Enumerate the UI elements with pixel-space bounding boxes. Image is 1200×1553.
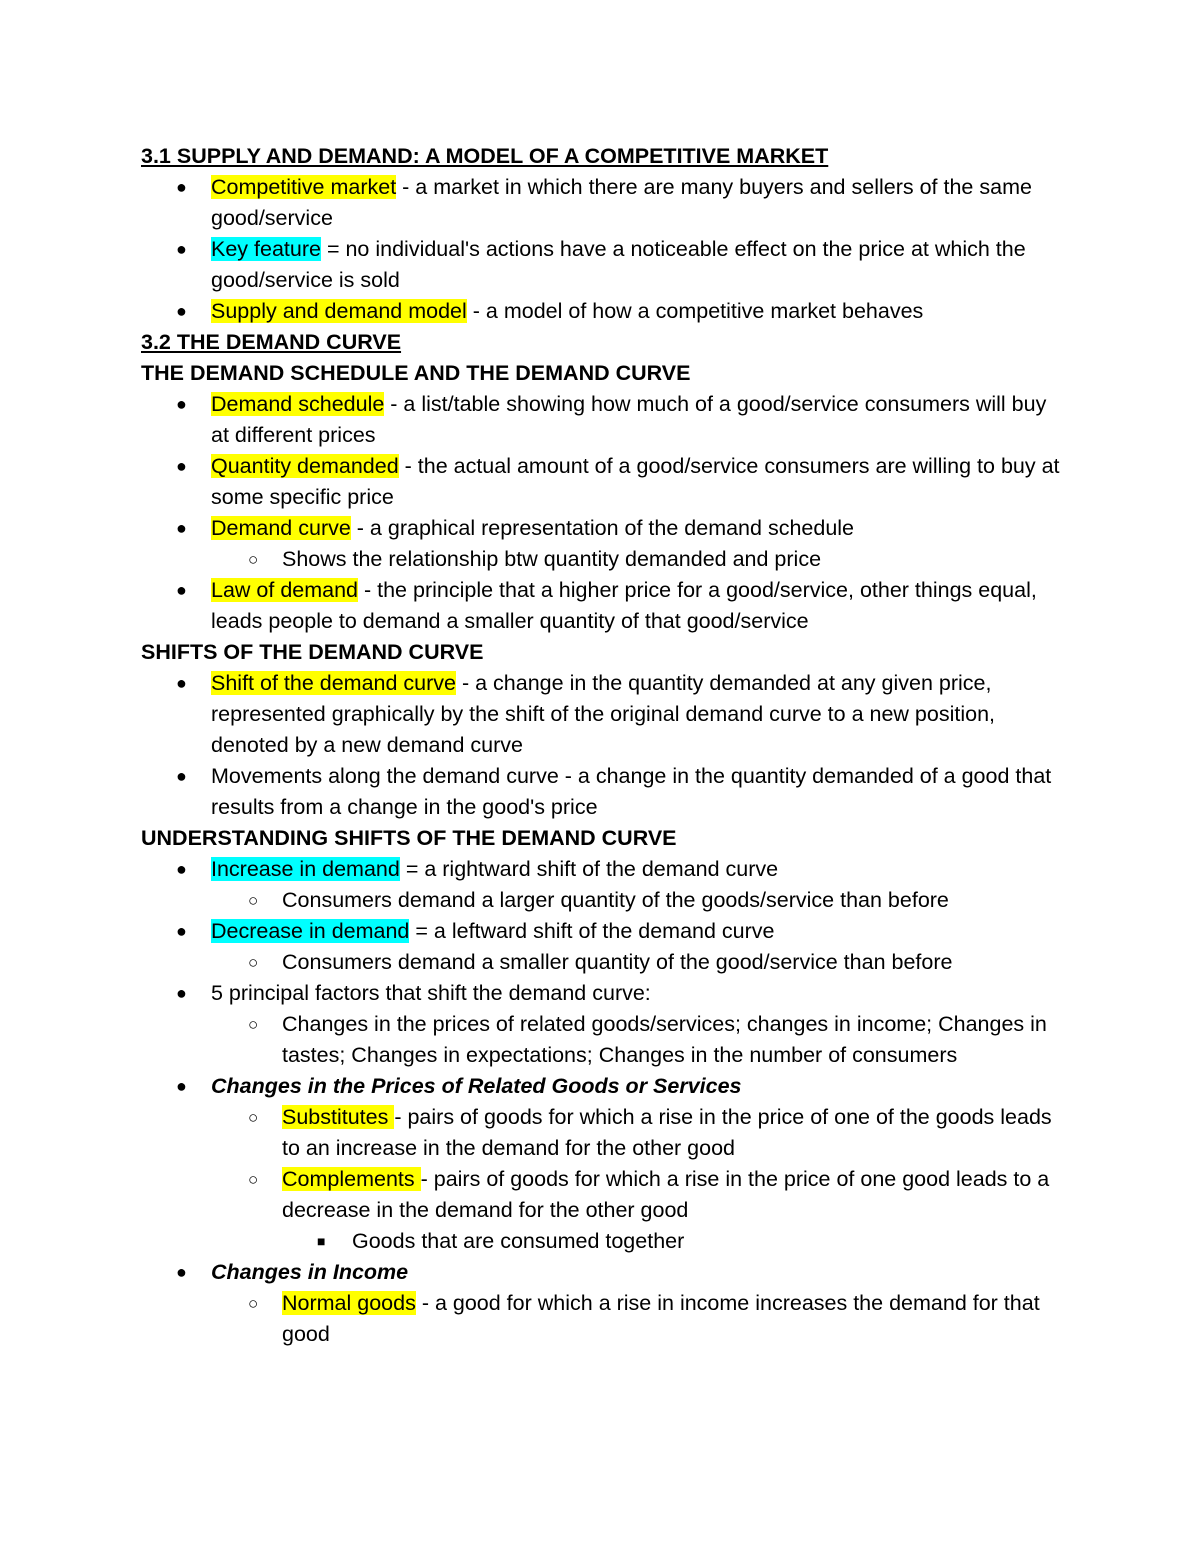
list-item-demand-schedule — [141, 389, 1061, 451]
related-goods-heading: Changes in the Prices of Related Goods or Services — [211, 1074, 742, 1098]
income-heading: Changes in Income — [211, 1260, 409, 1284]
sub-item-normal-goods — [141, 1288, 1061, 1350]
section-heading-3-2: 3.2 THE DEMAND CURVE — [141, 330, 402, 354]
hollow-bullet-icon: ○ — [248, 1015, 259, 1034]
definition-text: - a model of how a competitive market behaves — [466, 299, 924, 323]
sub-sub-item-complements-note — [141, 1226, 1061, 1257]
term-demand-schedule: Demand schedule — [211, 392, 385, 416]
definition-text: = no individual's actions have a noticeable effect on the price at which the good/service is sold — [211, 237, 1026, 292]
hollow-bullet-icon: ○ — [248, 1108, 259, 1127]
term-decrease: Decrease in demand — [211, 919, 410, 943]
list-item-demand-curve — [141, 513, 1061, 544]
hollow-bullet-icon: ○ — [248, 1170, 259, 1189]
note-text: Goods that are consumed together — [352, 1229, 685, 1253]
definition-text: - pairs of goods for which a rise in the price of one good leads to a decrease in the demand for the other good — [282, 1167, 1050, 1222]
list-item-law-of-demand — [141, 575, 1061, 637]
hollow-bullet-icon: ○ — [248, 1294, 259, 1313]
definition-text: = a rightward shift of the demand curve — [399, 857, 779, 881]
subheading-understanding-shifts: UNDERSTANDING SHIFTS OF THE DEMAND CURVE — [141, 826, 677, 850]
bullet-icon: ● — [176, 673, 187, 693]
bullet-icon: ● — [176, 518, 187, 538]
list-item-income — [141, 1257, 1061, 1288]
sub-item-complements — [141, 1164, 1061, 1226]
movements-text: Movements along the demand curve - a change in the quantity demanded of a good that results from a change in the good's price — [211, 764, 1052, 819]
hollow-bullet-icon: ○ — [248, 953, 259, 972]
list-item-key-feature — [141, 234, 1061, 296]
section-heading-3-1: 3.1 SUPPLY AND DEMAND: A MODEL OF A COMPETITIVE MARKET — [141, 144, 829, 168]
subheading-demand-schedule: THE DEMAND SCHEDULE AND THE DEMAND CURVE — [141, 361, 691, 385]
document-body — [141, 141, 1061, 1350]
definition-text: - a good for which a rise in income increases the demand for that good — [282, 1291, 1040, 1346]
definition-text: - a change in the quantity demanded at any given price, represented graphically by the shift of the original demand curve to a new position, denoted by a new demand curve — [211, 671, 996, 757]
bullet-icon: ● — [176, 983, 187, 1003]
list-item-shift-curve — [141, 668, 1061, 761]
bullet-icon: ● — [176, 1076, 187, 1096]
bullet-icon: ● — [176, 177, 187, 197]
term-complements: Complements — [282, 1167, 421, 1191]
factors-text: 5 principal factors that shift the demand curve: — [211, 981, 651, 1005]
term-law-of-demand: Law of demand — [211, 578, 359, 602]
list-item-decrease — [141, 916, 1061, 947]
bullet-icon: ● — [176, 580, 187, 600]
term-shift-curve: Shift of the demand curve — [211, 671, 457, 695]
note-text: Changes in the prices of related goods/services; changes in income; Changes in tastes; Changes in expectations; Changes in the number of consumers — [282, 1012, 1047, 1067]
definition-text: - the principle that a higher price for a good/service, other things equal, leads people to demand a smaller quantity of that good/service — [211, 578, 1037, 633]
list-item-factors — [141, 978, 1061, 1009]
bullet-icon: ● — [176, 301, 187, 321]
list-item-related-goods — [141, 1071, 1061, 1102]
sub-item-demand-curve-note — [141, 544, 1061, 575]
definition-text: = a leftward shift of the demand curve — [409, 919, 775, 943]
bullet-icon: ● — [176, 766, 187, 786]
note-text: Consumers demand a smaller quantity of the good/service than before — [282, 950, 953, 974]
list-item-quantity-demanded — [141, 451, 1061, 513]
hollow-bullet-icon: ○ — [248, 550, 259, 569]
list-item-supply-demand-model — [141, 296, 1061, 327]
subheading-shifts: SHIFTS OF THE DEMAND CURVE — [141, 640, 484, 664]
bullet-icon: ● — [176, 921, 187, 941]
definition-text: - a list/table showing how much of a good/service consumers will buy at different prices — [211, 392, 1047, 447]
bullet-icon: ● — [176, 239, 187, 259]
bullet-icon: ● — [176, 456, 187, 476]
term-substitutes: Substitutes — [282, 1105, 395, 1129]
sub-item-decrease-note — [141, 947, 1061, 978]
list-item-competitive-market — [141, 172, 1061, 234]
bullet-icon: ● — [176, 859, 187, 879]
bullet-icon: ● — [176, 1262, 187, 1282]
definition-text: - the actual amount of a good/service consumers are willing to buy at some specific price — [211, 454, 1060, 509]
list-item-movements — [141, 761, 1061, 823]
note-text: Shows the relationship btw quantity demanded and price — [282, 547, 822, 571]
definition-text: - a graphical representation of the demand schedule — [350, 516, 855, 540]
term-quantity-demanded: Quantity demanded — [211, 454, 399, 478]
term-supply-demand-model: Supply and demand model — [211, 299, 467, 323]
sub-item-increase-note — [141, 885, 1061, 916]
list-item-increase — [141, 854, 1061, 885]
term-competitive-market: Competitive market — [211, 175, 397, 199]
term-key-feature: Key feature — [211, 237, 321, 261]
term-normal-goods: Normal goods — [282, 1291, 416, 1315]
note-text: Consumers demand a larger quantity of the goods/service than before — [282, 888, 949, 912]
sub-item-substitutes — [141, 1102, 1061, 1164]
bullet-icon: ● — [176, 394, 187, 414]
definition-text: - pairs of goods for which a rise in the price of one of the goods leads to an increase in the demand for the other good — [282, 1105, 1052, 1160]
square-bullet-icon: ■ — [317, 1233, 326, 1249]
sub-item-factors-note — [141, 1009, 1061, 1071]
term-demand-curve: Demand curve — [211, 516, 351, 540]
definition-text: - a market in which there are many buyers and sellers of the same good/service — [211, 175, 1032, 230]
term-increase: Increase in demand — [211, 857, 400, 881]
hollow-bullet-icon: ○ — [248, 891, 259, 910]
